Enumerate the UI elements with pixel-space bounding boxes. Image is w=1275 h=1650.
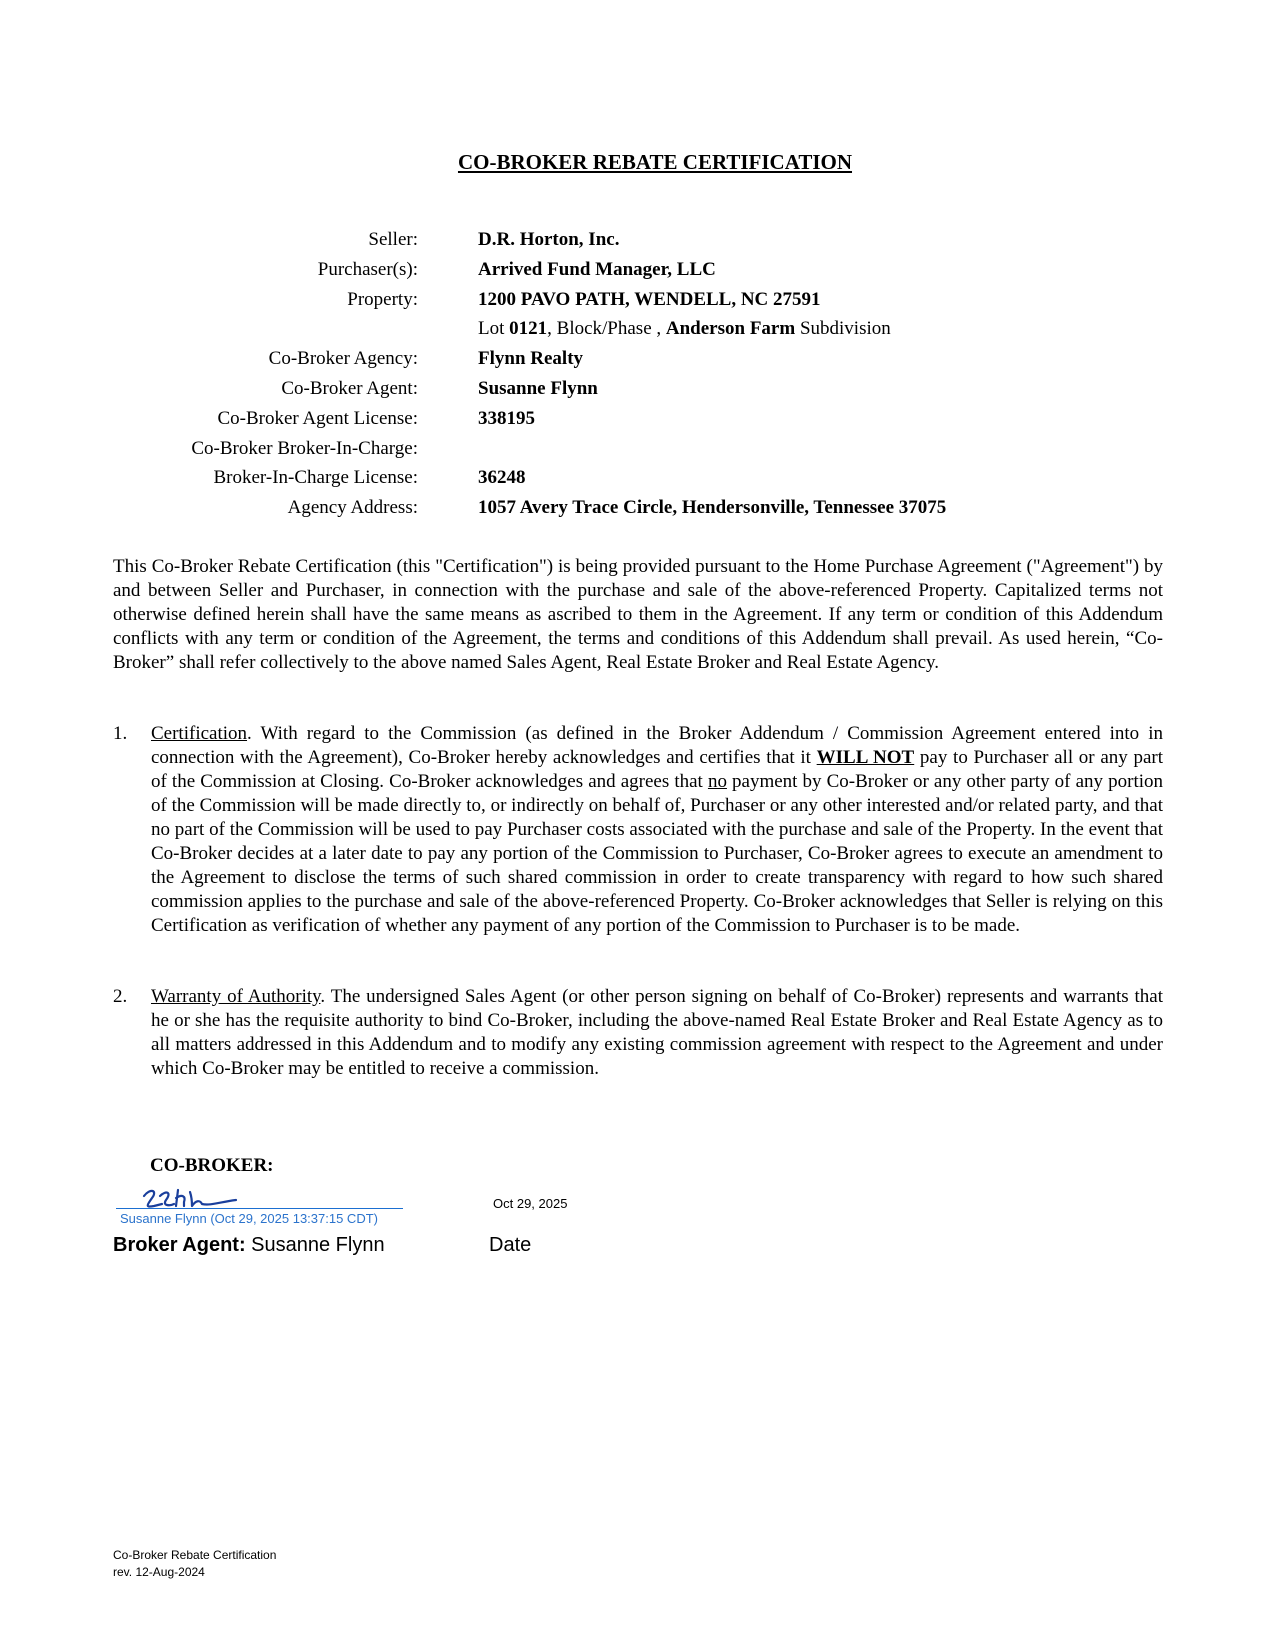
- purchaser-label: Purchaser(s):: [317, 258, 418, 280]
- clause-text-a: . With regard to the Commission (as defined in the Broker Addendum / Commission Agreement entered into in connection with the Agreement), Co-Broker hereby acknowledges and certifies that it: [151, 723, 1163, 768]
- agency-label: Co-Broker Agency:: [268, 348, 418, 370]
- agent-label: Co-Broker Agent:: [281, 377, 418, 399]
- lot-block-phase: , Block/Phase ,: [547, 318, 666, 340]
- clause-text: . The undersigned Sales Agent (or other person signing on behalf of Co-Broker) represents and warrants that he or she has the requisite authority to bind Co-Broker, including the above-named Real Estate Broker and Real Estate Agency as to all matters addressed in this Addendum and to modify any existing commission agreement with respect to the Agreement and under which Co-Broker may be entitled to receive a commission.: [151, 986, 1163, 1079]
- lot-description: [478, 318, 891, 340]
- lot-prefix: Lot: [478, 318, 510, 340]
- clause-body: [151, 722, 1163, 938]
- agency-address-value: 1057 Avery Trace Circle, Hendersonville, Tennessee 37075: [478, 497, 947, 519]
- footer-form-name: Co-Broker Rebate Certification: [113, 1548, 277, 1562]
- clause-certification: [113, 722, 1163, 938]
- bic-license-label: Broker-In-Charge License:: [213, 467, 418, 489]
- footer-revision: rev. 12-Aug-2024: [113, 1565, 205, 1579]
- agent-value: Susanne Flynn: [478, 377, 598, 399]
- intro-paragraph: This Co-Broker Rebate Certification (this "Certification") is being provided pursuant to the Home Purchase Agreement ("Agreement") by and between Seller and Purchaser, in connection with the purchase and sale of the above-referenced Property. Capitalized terms not otherwise defined herein shall have the same means as ascribed to them in the Agreement. If any term or condition of this Addendum conflicts with any term or condition of the Agreement, the terms and conditions of this Addendum shall prevail. As used herein, “Co-Broker” shall refer collectively to the above named Sales Agent, Real Estate Broker and Real Estate Agency.: [113, 556, 1163, 673]
- broker-agent-label: Broker Agent:: [113, 1234, 246, 1256]
- agency-value: Flynn Realty: [478, 348, 584, 370]
- subdivision-name: Anderson Farm: [665, 318, 796, 340]
- purchaser-value: Arrived Fund Manager, LLC: [478, 258, 716, 280]
- signed-date: Oct 29, 2025: [493, 1196, 568, 1211]
- broker-agent-name: Susanne Flynn: [245, 1234, 385, 1256]
- lot-number: 0121: [509, 318, 548, 340]
- clause-number: 1.: [113, 723, 128, 744]
- signature-caption: Susanne Flynn (Oct 29, 2025 13:37:15 CDT): [120, 1211, 378, 1226]
- broker-agent-line: [113, 1234, 385, 1257]
- footer: [113, 1547, 276, 1581]
- bic-license-value: 36248: [478, 467, 526, 489]
- no-emphasis: no: [707, 771, 727, 792]
- will-not-emphasis: WILL NOT: [816, 747, 915, 768]
- agency-address-label: Agency Address:: [287, 497, 418, 519]
- subdivision-suffix: Subdivision: [795, 318, 891, 340]
- property-label: Property:: [347, 288, 418, 310]
- property-value: 1200 PAVO PATH, WENDELL, NC 27591: [478, 288, 821, 310]
- broker-in-charge-label: Co-Broker Broker-In-Charge:: [191, 437, 418, 459]
- agent-license-value: 338195: [478, 407, 535, 429]
- agent-license-label: Co-Broker Agent License:: [217, 407, 418, 429]
- seller-value: D.R. Horton, Inc.: [478, 229, 620, 250]
- clause-number: 2.: [113, 986, 128, 1007]
- document-title: CO-BROKER REBATE CERTIFICATION: [457, 150, 853, 174]
- clause-heading: Certification: [151, 723, 248, 744]
- clause-body: [151, 985, 1163, 1081]
- clause-text-b: pay to Purchaser all or any part of the Commission at Closing. Co-Broker acknowledges and agrees that: [151, 747, 1163, 792]
- cobroker-heading: CO-BROKER:: [150, 1155, 274, 1176]
- signature-line: [116, 1208, 403, 1209]
- clause-warranty: [113, 985, 1163, 1081]
- clause-text-c: payment by Co-Broker or any other party of any portion of the Commission will be made directly to, or indirectly on behalf of, Purchaser or any other interested and/or related party, and that no part of the Commission will be used to pay Purchaser costs associated with the purchase and sale of the Property. In the event that Co-Broker decides at a later date to pay any portion of the Commission to Purchaser, Co-Broker agrees to execute an amendment to the Agreement to disclose the terms of such shared commission in order to create transparency with regard to how such shared commission applies to the purchase and sale of the above-referenced Property. Co-Broker acknowledges that Seller is relying on this Certification as verification of whether any payment of any portion of the Commission to Purchaser is to be made.: [151, 771, 1163, 936]
- seller-label: Seller:: [368, 229, 418, 250]
- date-label: Date: [489, 1234, 532, 1256]
- clause-heading: Warranty of Authority: [151, 986, 321, 1007]
